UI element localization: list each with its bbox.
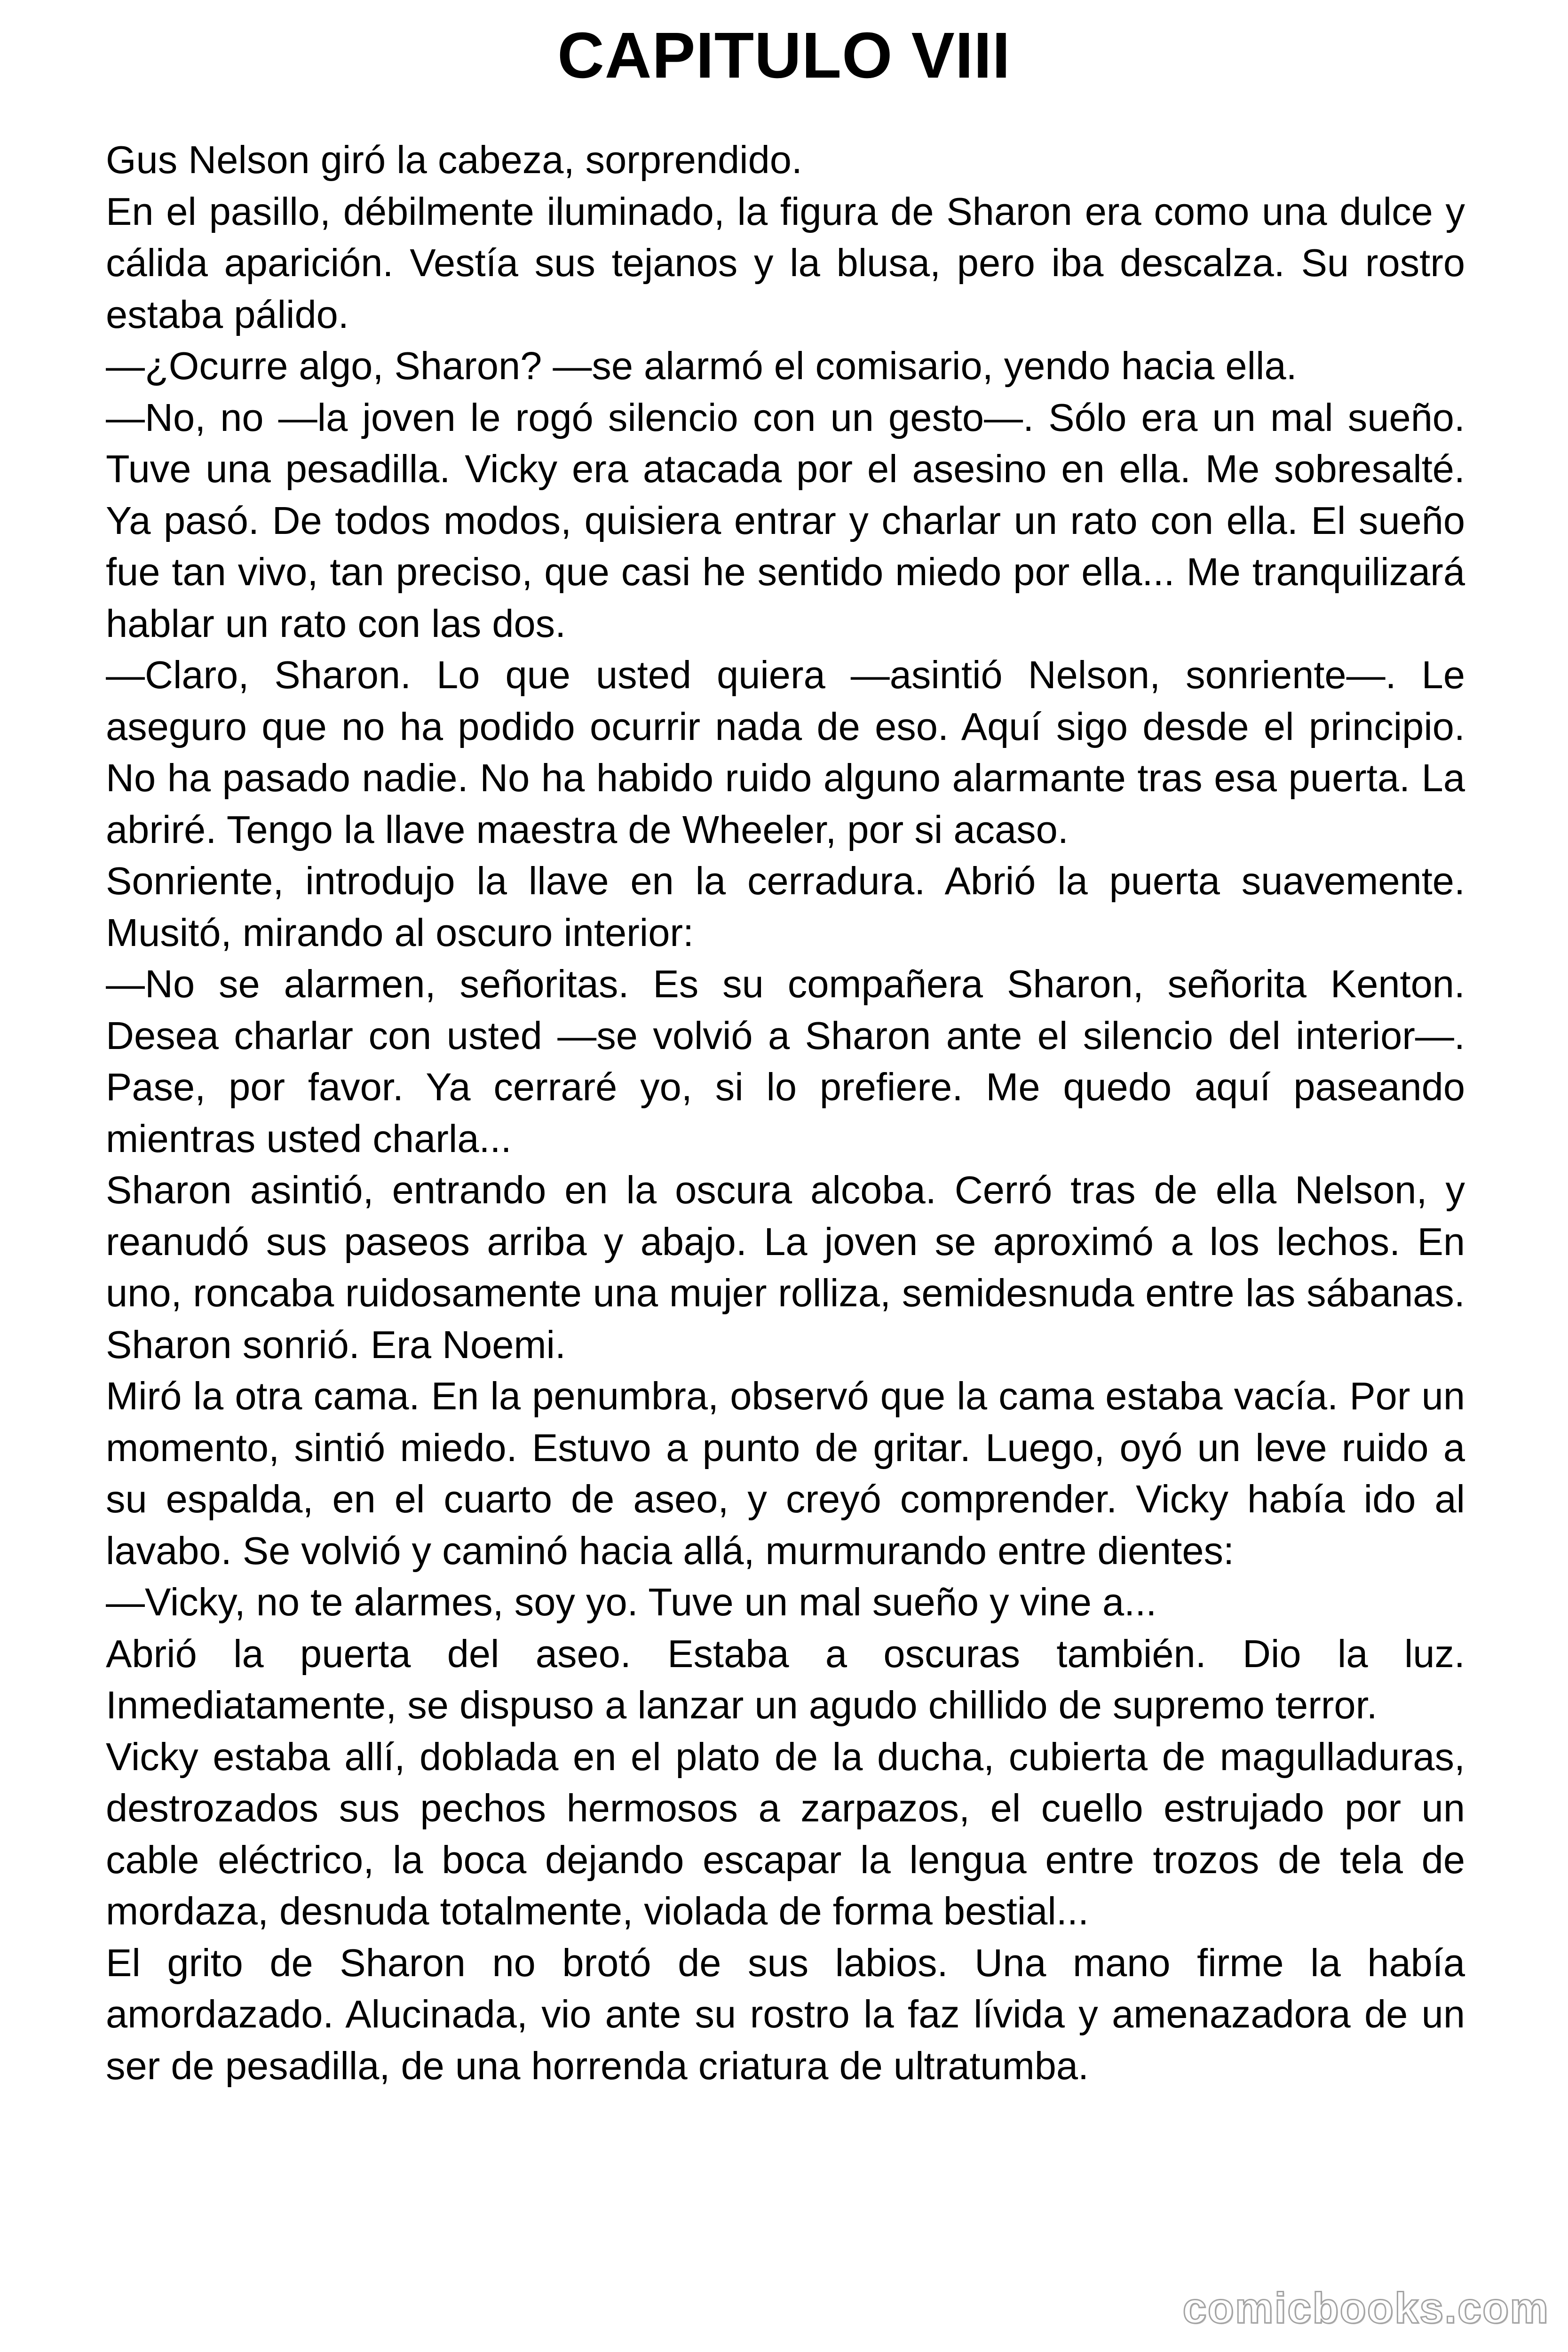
paragraph: Miró la otra cama. En la penumbra, observó que la cama estaba vacía. Por un momento, sintió miedo. Estuvo a punto de gritar. Luego, oyó un leve ruido a su espalda, en el cuarto de aseo, y creyó comprender. Vicky había ido al lavabo. Se volvió y caminó hacia allá, murmurando entre dientes: (106, 1374, 1465, 1573)
paragraph: Sharon asintió, entrando en la oscura alcoba. Cerró tras de ella Nelson, y reanudó sus paseos arriba y abajo. La joven se aproximó a los lechos. En uno, roncaba ruidosamente una mujer rolliza, semidesnuda entre las sábanas. Sharon sonrió. Era Noemi. (106, 1168, 1465, 1367)
paragraph: Gus Nelson giró la cabeza, sorprendido. (106, 138, 802, 182)
watermark: comicbooks.com (1182, 2284, 1549, 2332)
paragraph: El grito de Sharon no brotó de sus labios. Una mano firme la había amordazado. Alucinada, vio ante su rostro la faz lívida y amenazadora de un ser de pesadilla, de una horrenda criatura de ultratumba. (106, 1940, 1465, 2088)
paragraph: Sonriente, introdujo la llave en la cerradura. Abrió la puerta suavemente. Musitó, mirando al oscuro interior: (106, 859, 1465, 954)
chapter-title: CAPITULO VIII (557, 19, 1011, 92)
paragraph: —Vicky, no te alarmes, soy yo. Tuve un mal sueño y vine a... (106, 1580, 1157, 1624)
paragraph: Abrió la puerta del aseo. Estaba a oscuras también. Dio la luz. Inmediatamente, se dispuso a lanzar un agudo chillido de supremo terror. (106, 1631, 1465, 1727)
paragraph: En el pasillo, débilmente iluminado, la figura de Sharon era como una dulce y cálida aparición. Vestía sus tejanos y la blusa, pero iba descalza. Su rostro estaba pálido. (106, 189, 1465, 336)
paragraph: —No, no —la joven le rogó silencio con un gesto—. Sólo era un mal sueño. Tuve una pesadilla. Vicky era atacada por el asesino en ella. Me sobresalté. Ya pasó. De todos modos, quisiera entrar y charlar un rato con ella. El sueño fue tan vivo, tan preciso, que casi he sentido miedo por ella... Me tranquilizará hablar un rato con las dos. (106, 395, 1465, 645)
paragraph: —No se alarmen, señoritas. Es su compañera Sharon, señorita Kenton. Desea charlar con usted —se volvió a Sharon ante el silencio del interior—. Pase, por favor. Ya cerraré yo, si lo prefiere. Me quedo aquí paseando mientras usted charla... (106, 962, 1465, 1160)
chapter-body (106, 134, 1465, 2091)
paragraph: Vicky estaba allí, doblada en el plato de la ducha, cubierta de magulladuras, destrozados sus pechos hermosos a zarpazos, el cuello estrujado por un cable eléctrico, la boca dejando escapar la lengua entre trozos de tela de mordaza, desnuda totalmente, violada de forma bestial... (106, 1734, 1465, 1933)
paragraph: —¿Ocurre algo, Sharon? —se alarmó el comisario, yendo hacia ella. (106, 344, 1297, 388)
paragraph: —Claro, Sharon. Lo que usted quiera —asintió Nelson, sonriente—. Le aseguro que no ha podido ocurrir nada de eso. Aquí sigo desde el principio. No ha pasado nadie. No ha habido ruido alguno alarmante tras esa puerta. La abriré. Tengo la llave maestra de Wheeler, por si acaso. (106, 653, 1465, 851)
